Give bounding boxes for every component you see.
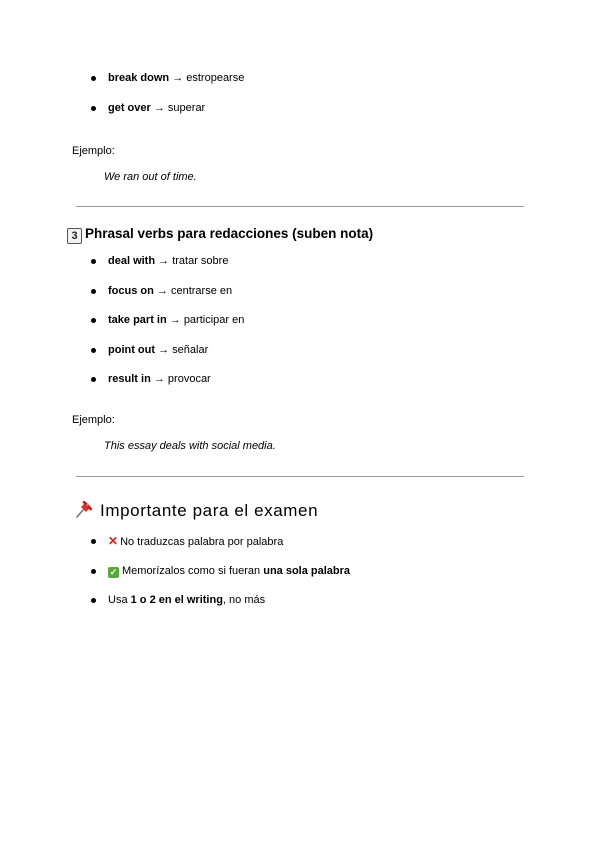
phrasal-verb-term: get over bbox=[108, 101, 151, 114]
phrasal-verb-term: focus on bbox=[108, 284, 154, 297]
example-label: Ejemplo: bbox=[72, 145, 115, 157]
check-mark-icon: ✓ bbox=[109, 566, 118, 577]
divider bbox=[76, 206, 524, 207]
arrow-icon: → bbox=[169, 314, 181, 326]
phrasal-verb-term: result in bbox=[108, 373, 151, 385]
arrow-icon: → bbox=[158, 255, 170, 267]
bullet-icon bbox=[91, 569, 96, 574]
important-heading bbox=[74, 499, 318, 522]
list-item bbox=[0, 285, 560, 315]
list-item bbox=[0, 344, 560, 374]
bullet-icon bbox=[91, 259, 96, 264]
important-title: Importante para el examen bbox=[100, 501, 319, 520]
arrow-icon: → bbox=[172, 72, 184, 84]
phrasal-verb-list-section-3 bbox=[0, 255, 560, 403]
tip-text: Memorízalos como si fueran bbox=[122, 564, 264, 577]
example-label: Ejemplo: bbox=[72, 414, 115, 426]
phrasal-verb-meaning: estropearse bbox=[186, 72, 245, 84]
bullet-icon bbox=[91, 598, 96, 603]
arrow-icon: → bbox=[153, 101, 165, 114]
phrasal-verb-meaning: participar en bbox=[183, 314, 245, 326]
phrasal-verb-term: take part in bbox=[108, 314, 167, 326]
phrasal-verb-term: break down bbox=[108, 72, 170, 84]
bullet-icon bbox=[91, 539, 96, 544]
list-item bbox=[0, 565, 560, 595]
bullet-icon bbox=[91, 318, 96, 323]
tip-text: No traduzcas palabra por palabra bbox=[120, 536, 284, 548]
phrasal-verb-term: point out bbox=[108, 343, 156, 356]
divider bbox=[76, 476, 524, 477]
keycap-number-icon: 3 bbox=[67, 228, 82, 244]
phrasal-verb-meaning: señalar bbox=[172, 343, 209, 356]
bullet-icon bbox=[91, 76, 96, 81]
arrow-icon: → bbox=[158, 343, 170, 356]
list-item bbox=[0, 373, 560, 403]
example-text: This essay deals with social media. bbox=[104, 440, 276, 452]
bullet-icon bbox=[91, 377, 96, 382]
arrow-icon: → bbox=[153, 373, 165, 385]
section-title: Phrasal verbs para redacciones (suben nota) bbox=[85, 226, 374, 241]
bullet-icon bbox=[91, 289, 96, 294]
tip-text-bold: 1 o 2 en el writing bbox=[130, 594, 223, 606]
bullet-icon bbox=[91, 348, 96, 353]
list-item bbox=[0, 255, 560, 285]
important-list bbox=[0, 535, 560, 624]
pushpin-icon bbox=[74, 499, 94, 519]
arrow-icon: → bbox=[156, 284, 168, 297]
phrasal-verb-meaning: superar bbox=[167, 101, 206, 114]
tip-text-suffix: , no más bbox=[222, 594, 266, 606]
bullet-icon bbox=[91, 106, 96, 111]
list-item bbox=[0, 102, 560, 132]
tip-text: Usa bbox=[108, 594, 131, 606]
example-text: We ran out of time. bbox=[104, 171, 197, 183]
phrasal-verb-term: deal with bbox=[108, 255, 156, 267]
phrasal-verb-meaning: tratar sobre bbox=[172, 255, 229, 267]
list-item bbox=[0, 314, 560, 344]
list-item bbox=[0, 72, 560, 102]
cross-mark-icon: ✕ bbox=[108, 534, 119, 548]
phrasal-verb-list-section-2 bbox=[0, 72, 560, 131]
phrasal-verb-meaning: provocar bbox=[167, 373, 211, 385]
list-item bbox=[0, 535, 560, 565]
phrasal-verb-meaning: centrarse en bbox=[170, 284, 233, 297]
tip-text-bold: una sola palabra bbox=[263, 564, 351, 577]
list-item bbox=[0, 594, 560, 624]
section-heading bbox=[67, 225, 373, 244]
